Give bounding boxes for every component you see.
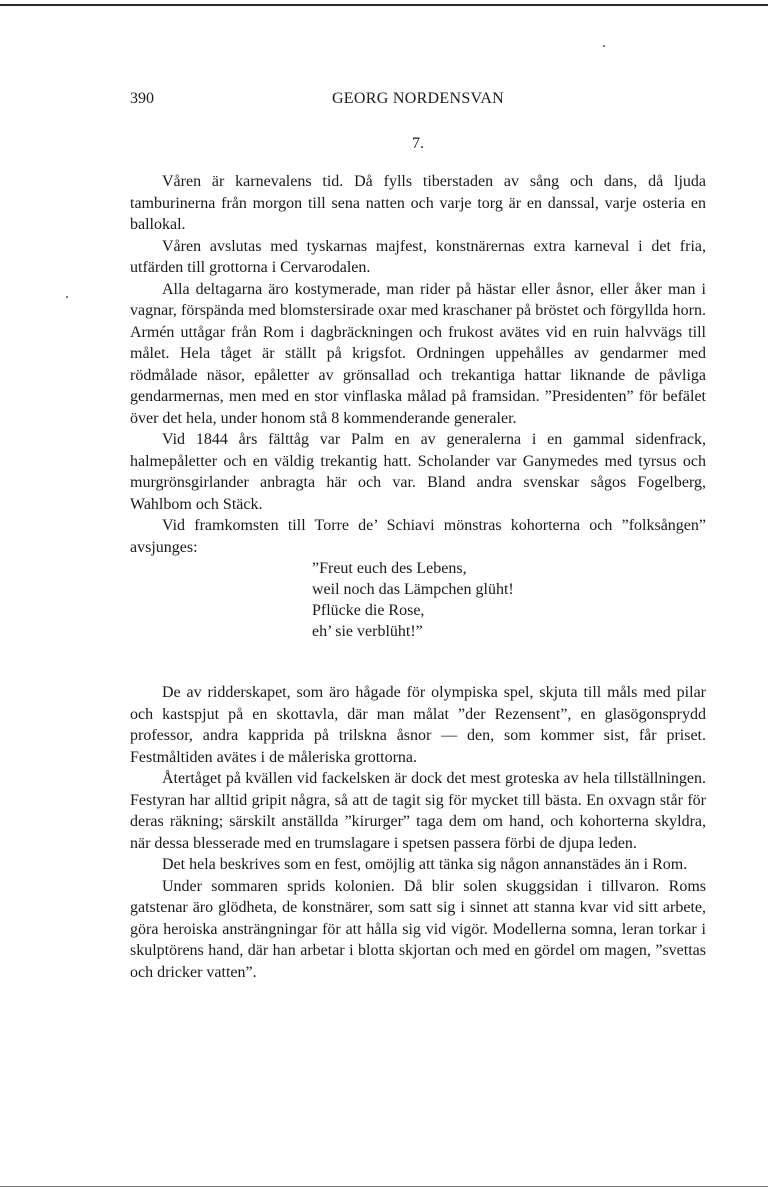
scan-speck	[66, 296, 68, 298]
verse-line: weil noch das Lämpchen glüht!	[312, 581, 514, 598]
scan-bottom-edge	[0, 1186, 768, 1187]
verse-quote	[312, 558, 706, 642]
verse-line: ”Freut euch des Lebens,	[312, 560, 467, 577]
verse-line: eh’ sie verblüht!”	[312, 623, 423, 640]
paragraph: Vid framkomsten till Torre de’ Schiavi mönstras kohorterna och ”folksången” avsjunges:	[130, 517, 706, 556]
verse-line: Pflücke die Rose,	[312, 602, 425, 619]
paragraph: Återtåget på kvällen vid fackelsken är dock det mest groteska av hela tillställningen. Festyran har alltid gripit några, så att de tagit sig för mycket till bästa. En oxvagn står för deras räkning; särskilt anställda ”kirurger” taga dem om hand, och kohorterna skyldra, när dessa blesserade med en trumslagare i spetsen passera förbi de djupa leden.	[130, 770, 706, 852]
running-head: GEORG NORDENSVAN	[331, 90, 505, 107]
paragraph: Under sommaren sprids kolonien. Då blir solen skuggsidan i tillvaron. Roms gatstenar äro glödheta, de konstnärer, som satt sig i sinnet att stanna kvar vid sitt arbete, göra heroiska ansträngningar för att hålla sig vid vigör. Modellerna somna, leran torkar i skulptörens hand, där han arbetar i blotta skjortan och med en gördel om magen, ”svettas och dricker vatten”.	[130, 877, 706, 981]
section-number: 7.	[412, 135, 424, 152]
paragraph: Våren är karnevalens tid. Då fylls tiberstaden av sång och dans, då ljuda tamburinerna från morgon till sena natten och varje torg är en danssal, varje osteria en ballokal.	[130, 173, 706, 233]
page-header	[130, 90, 706, 112]
paragraph: Det hela beskrives som en fest, omöjlig att tänka sig någon annanstädes än i Rom.	[162, 856, 688, 873]
paragraph: Vid 1844 års fälttåg var Palm en av generalerna i en gammal sidenfrack, halmepåletter och en väldig trekantig hatt. Scholander var Ganymedes med tyrsus och murgrönsgirlander anbragta här och var. Bland andra svenskar sågos Fogelberg, Wahlbom och Stäck.	[130, 431, 706, 513]
paragraph: Våren avslutas med tyskarnas majfest, konstnärernas extra karneval i det fria, utfärden till grottorna i Cervarodalen.	[130, 237, 706, 276]
body-text	[130, 171, 706, 983]
paragraph: Alla deltagarna äro kostymerade, man rider på hästar eller åsnor, eller åker man i vagnar, förspända med blomstersirade oxar med kraschaner på bröstet och förgyllda horn. Armén uttågar från Rom i dagbräckningen och frukost avätes vid en ruin halvvägs till målet. Hela tåget är ställt på krigsfot. Ordningen uppehålles av gendarmer med rödmålade näsor, epåletter av grönsallad och trekantiga hattar liknande de påvliga gendarmernas, men med en stor vinflaska målad på framsidan. ”Presidenten” för befälet över det hela, under honom stå 8 kommenderande generaler.	[130, 280, 706, 427]
paragraph: De av ridderskapet, som äro hågade för olympiska spel, skjuta till måls med pilar och kastspjut på en skottavla, där man målat ”der Rezensent”, en glasögonsprydd professor, andra kapprida på trilskna åsnor — den, som kommer sist, får priset. Festmåltiden avätes i de måleriska grottorna.	[130, 684, 706, 766]
scan-speck	[603, 45, 605, 47]
scan-top-edge	[0, 4, 768, 6]
page-number: 390	[130, 90, 154, 107]
